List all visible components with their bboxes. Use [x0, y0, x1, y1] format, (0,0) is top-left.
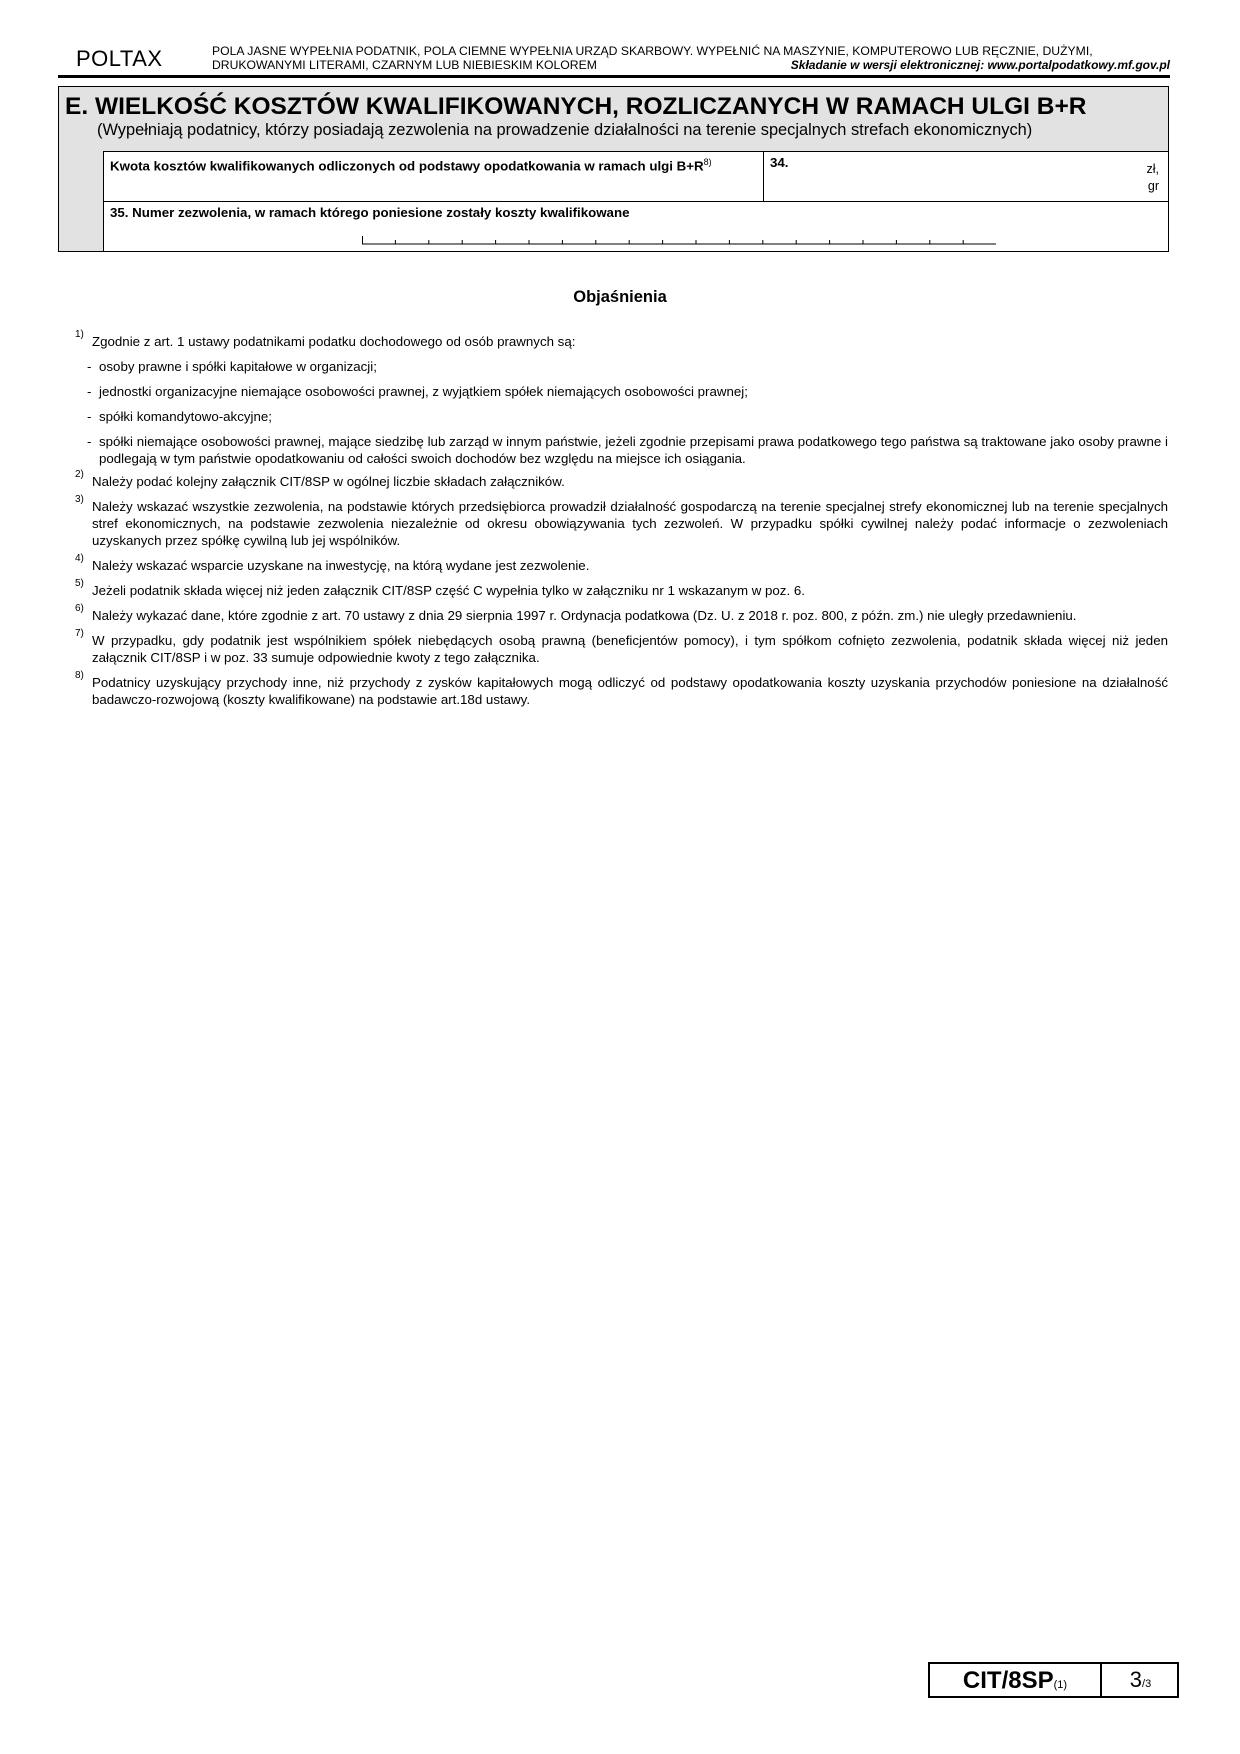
page-total: /3	[1142, 1678, 1152, 1690]
section-e-subtitle: (Wypełniają podatnicy, którzy posiadają zezwolenia na prowadzenie działalności na terenie specjalnych strefach ekonomicznych)	[97, 121, 1033, 139]
footnote-text: Jeżeli podatnik składa więcej niż jeden załącznik CIT/8SP część C wypełnia tylko w załączniku nr 1 wskazanym w poz. 6.	[92, 583, 805, 598]
page-number: 3/3	[1129, 1667, 1152, 1692]
footnote	[75, 329, 1168, 350]
footnote-number: 3)	[75, 494, 84, 505]
footnote-text: Należy wykazać dane, które zgodnie z art. 70 ustawy z dnia 29 sierpnia 1997 r. Ordynacja podatkowa (Dz. U. z 2018 r. poz. 800, z późn. zm.) nie uległy przedawnieniu.	[92, 608, 1077, 623]
footnote-number: 7)	[75, 628, 84, 639]
footnote	[75, 469, 1168, 490]
unit-gr: gr	[1147, 179, 1159, 193]
section-e-title: E. WIELKOŚĆ KOSZTÓW KWALIFIKOWANYCH, ROZLICZANYCH W RAMACH ULGI B+R	[65, 93, 1087, 120]
footnote-number: 4)	[75, 553, 84, 564]
footnote-text: Należy wskazać wsparcie uzyskane na inwestycję, na którą wydane jest zezwolenie.	[92, 558, 590, 573]
list-item	[75, 383, 1168, 400]
list-item-text: jednostki organizacyjne niemające osobowości prawnej, z wyjątkiem spółek niemających osobowości prawnej;	[99, 384, 748, 399]
footnote-text: W przypadku, gdy podatnik jest wspólnikiem spółek niebędących osobą prawną (beneficjentów pomocy), i tym spółkom cofnięto zezwolenia, podatnik składa więcej niż jeden załącznik CIT/8SP i w poz. 33 sumuje odpowiednie kwoty z tego załącznika.	[92, 633, 1168, 665]
footnote	[75, 553, 1168, 574]
header-divider	[58, 75, 1170, 78]
field-34-row	[103, 151, 1168, 201]
footnote-ref-8: 8)	[703, 157, 712, 167]
field-35-char-boxes[interactable]	[362, 236, 996, 246]
list-dash: -	[87, 384, 92, 399]
field-34-number[interactable]: 34.	[770, 155, 789, 170]
footnote	[75, 494, 1168, 549]
explanations-list	[75, 325, 1168, 708]
list-dash: -	[87, 359, 92, 374]
explanations-title: Objaśnienia	[573, 288, 667, 306]
header-instructions-line1: POLA JASNE WYPEŁNIA PODATNIK, POLA CIEMNE WYPEŁNIA URZĄD SKARBOWY. WYPEŁNIĆ NA MASZYNIE, KOMPUTEROWO LUB RĘCZNIE, DUŻYMI,	[212, 44, 1093, 58]
header-electronic-filing: Składanie w wersji elektronicznej: www.portalpodatkowy.mf.gov.pl	[790, 58, 1170, 72]
list-item-text: spółki komandytowo-akcyjne;	[99, 409, 272, 424]
footnote-number: 5)	[75, 578, 84, 589]
form-footer	[928, 1662, 1179, 1698]
unit-zl: zł,	[1146, 162, 1159, 176]
poltax-brand: POLTAX	[76, 46, 163, 71]
list-item	[75, 433, 1168, 467]
header-instructions-line2: DRUKOWANYMI LITERAMI, CZARNYM LUB NIEBIESKIM KOLOREM	[212, 58, 597, 72]
list-dash: -	[87, 434, 92, 449]
footnote-text: Należy wskazać wszystkie zezwolenia, na podstawie których przedsiębiorca prowadził działalność gospodarczą na terenie specjalnej strefy ekonomicznej lub na terenie specjalnych stref ekonomicznych, na podstawie zezwolenia niezależnie od okresu obowiązywania tych zezwoleń. W przypadku spółki cywilnej należy podać informacje o zezwoleniach uzyskanych przez spółkę cywilną lub jej wspólników.	[92, 499, 1168, 548]
form-code: CIT/8SP(1)	[930, 1664, 1102, 1696]
section-e	[58, 86, 1169, 252]
list-item	[75, 358, 1168, 375]
footnote	[75, 628, 1168, 666]
footnote-number: 2)	[75, 469, 84, 480]
list-item-text: osoby prawne i spółki kapitałowe w organizacji;	[99, 359, 377, 374]
footnote	[75, 578, 1168, 599]
footnote	[75, 603, 1168, 624]
footnote-text: Należy podać kolejny załącznik CIT/8SP w ogólnej liczbie składach załączników.	[92, 474, 565, 489]
page-header	[58, 40, 1170, 78]
form-variant: (1)	[1053, 1679, 1068, 1691]
list-item	[75, 408, 1168, 425]
footnote-number: 6)	[75, 603, 84, 614]
footnote-text: Zgodnie z art. 1 ustawy podatnikami podatku dochodowego od osób prawnych są:	[92, 334, 576, 349]
footnote-text: Podatnicy uzyskujący przychody inne, niż przychody z zysków kapitałowych mogą odliczyć od podstawy opodatkowania koszty uzyskania przychodów poniesione na działalność badawczo-rozwojową (koszty kwalifikowane) na podstawie art.18d ustawy.	[92, 675, 1168, 707]
footnote	[75, 670, 1168, 708]
list-item-text: spółki niemające osobowości prawnej, mające siedzibę lub zarząd w innym państwie, jeżeli zgodnie przepisami prawa podatkowego tego państwa są traktowane jako osoby prawne i podlegają w tym państwie opodatkowaniu od całości swoich dochodów bez względu na miejsce ich osiągania.	[99, 434, 1168, 466]
list-dash: -	[87, 409, 92, 424]
field-35-row	[103, 201, 1168, 251]
footnote-number: 8)	[75, 670, 84, 681]
footnote-number: 1)	[75, 329, 84, 340]
field-34-label: Kwota kosztów kwalifikowanych odliczonych od podstawy opodatkowania w ramach ulgi $B+R^{8)}$	[104, 152, 764, 202]
field-35-label: 35. Numer zezwolenia, w ramach którego poniesione zostały koszty kwalifikowane	[110, 205, 630, 220]
